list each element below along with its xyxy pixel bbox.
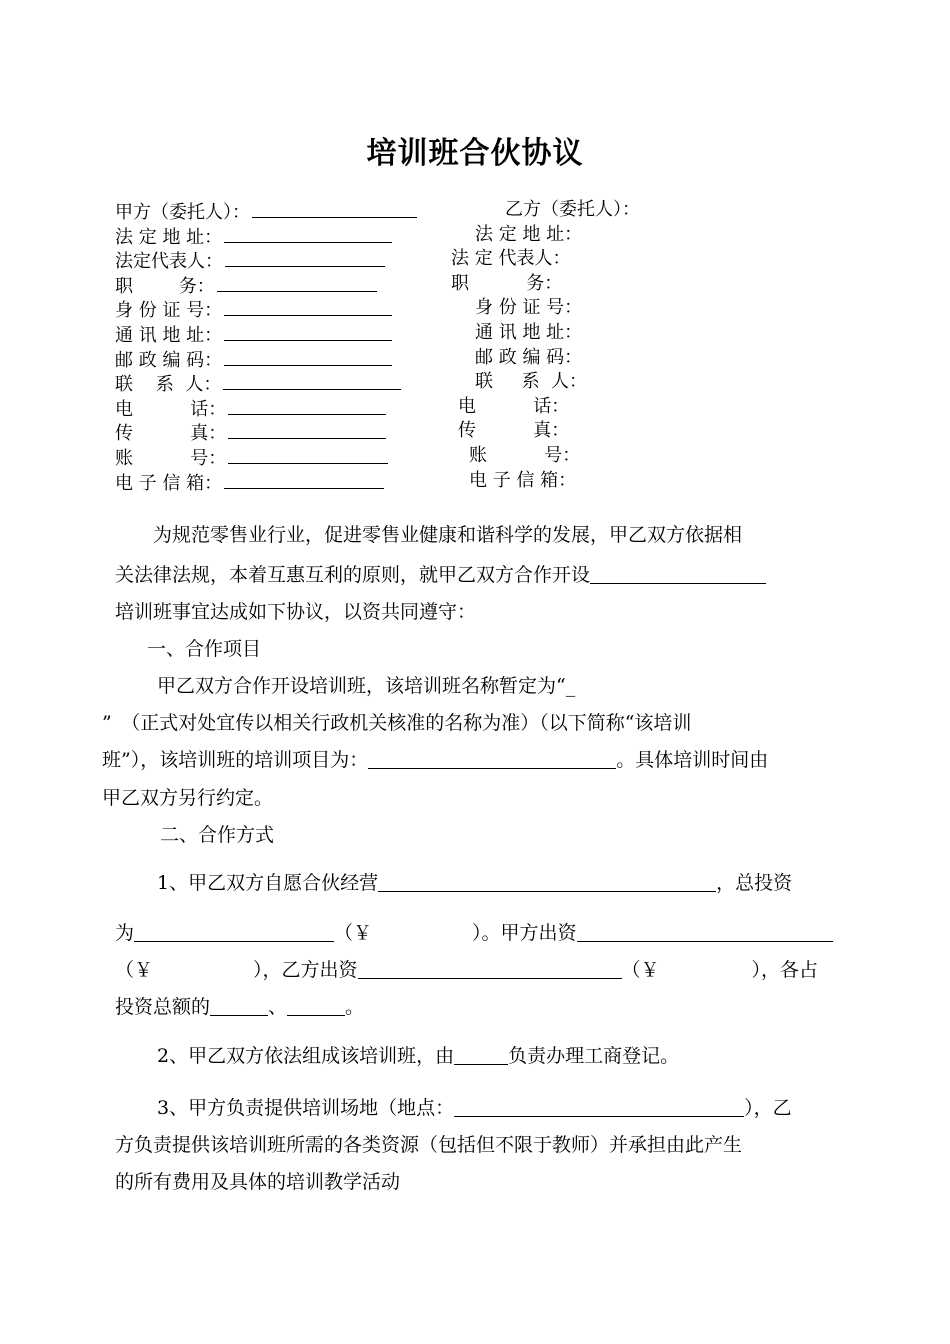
section-1-text-3a: 班”），该培训班的培训项目为： [102,749,369,771]
blank-registrant [454,1042,508,1065]
intro-text-2: 关法律法规，本着互惠互利的原则，就甲乙双方合作开设 [115,564,591,586]
party-a-email-label: 电 子 信 箱： [115,472,223,494]
party-b-phone-label: 电 话： [458,395,570,417]
section-1-text-3b: 。具体培训时间由 [616,749,769,771]
section-1-line-2 [102,708,837,735]
party-b-position [451,272,562,296]
item-1-text-a: 1、甲乙双方自愿合伙经营 [157,872,379,894]
party-info-grid [115,198,835,493]
party-a-id-number-label: 身 份 证 号： [115,300,223,322]
party-b-contact-label: 联 系 人： [475,371,588,393]
item-1-line-4 [115,992,837,1019]
blank-venue [454,1094,744,1117]
party-b-postal-code [475,346,582,370]
party-b-account [469,444,580,468]
intro-text-3: 培训班事宜达成如下协议，以资共同遵守： [115,601,477,623]
item-1-text-c: 为 [115,922,135,944]
party-a-account-label: 账 号： [115,447,227,469]
party-b-account-label: 账 号： [469,444,581,466]
item-1-text-i: ），各占 [751,959,819,981]
party-a-phone-label: 电 话： [115,398,227,420]
party-a-contact-label: 联 系 人： [115,374,222,396]
party-a-mail-address [115,321,392,348]
party-a-email-blank [224,469,384,489]
item-3-text-b: ），乙 [744,1097,792,1119]
section-1-text-1: 甲乙双方合作开设培训班，该培训班名称暂定为“_ [157,675,576,697]
blank-party-b-investment [358,956,622,979]
blank-party-a-investment [577,919,833,942]
item-1-text-k: 、 [268,996,288,1018]
party-a-fax-label: 传 真： [115,423,227,445]
party-row-phone [115,395,835,420]
intro-line-2 [115,560,837,587]
party-a-contact-blank [223,370,401,390]
party-a-principal-label: 甲方（委托人）： [115,202,250,223]
party-a-legal-address-blank [224,223,392,243]
section-2-heading: 二、合作方式 [160,824,275,846]
party-a-account-blank [228,444,388,464]
party-b-legal-address [475,223,582,247]
party-a-legal-address [115,223,392,250]
party-row-email [115,469,835,494]
item-1-line-2 [115,918,837,945]
party-a-postal-code [115,346,392,373]
section-1-line-3 [102,745,837,772]
party-a-phone-blank [228,395,386,415]
item-1-text-h: （￥ [621,959,660,981]
item-1-text-b: ，总投资 [716,872,793,894]
party-a-principal-blank [252,198,417,218]
party-a-postal-code-blank [224,346,392,366]
item-2-line-1 [157,1041,879,1068]
party-b-legal-rep [451,247,570,271]
section-1-text-2: ” （正式对处宜传以相关行政机关核准的名称为准）（以下简称“该培训 [102,712,692,734]
item-1-line-1 [157,868,837,895]
party-a-postal-code-label: 邮 政 编 码： [115,349,223,371]
item-1-text-d: （￥ [334,922,373,944]
item-1-text-f: （￥ [115,959,154,981]
document-title: 培训班合伙协议 [366,136,584,171]
party-a-fax [115,419,386,446]
party-b-principal [505,198,640,222]
item-3-line-1 [157,1093,837,1120]
party-row-account [115,444,835,469]
item-1-text-e: ）。甲方出资 [472,922,577,944]
party-row-postal-code [115,346,835,371]
party-row-legal-address [115,223,835,248]
party-a-mail-address-label: 通 讯 地 址： [115,324,223,346]
blank-party-a-share [210,993,268,1016]
party-b-position-label: 职 务： [451,272,563,294]
party-a-account [115,444,388,471]
party-a-email [115,469,384,496]
section-1-text-4: 甲乙双方另行约定。 [102,787,274,809]
item-1-text-l: 。 [345,996,365,1018]
party-b-principal-label: 乙方（委托人）： [505,199,640,220]
party-a-contact [115,370,401,397]
party-b-mail-address [475,321,582,345]
item-3-text-c: 方负责提供该培训班所需的各类资源（包括但不限于教师）并承担由此产生 [115,1134,743,1156]
party-a-legal-address-label: 法 定 地 址： [115,226,223,248]
party-a-position-label: 职 务： [115,275,215,297]
party-a-id-number-blank [224,296,392,316]
party-b-legal-address-label: 法 定 地 址： [475,223,583,245]
item-2-text-b: 负责办理工商登记。 [508,1045,680,1067]
party-b-fax-label: 传 真： [458,420,570,442]
party-row-position [115,272,835,297]
party-b-legal-rep-label: 法 定 代表人： [451,248,571,270]
section-1-line-4 [102,783,824,810]
section-1-line-1 [157,671,879,698]
party-b-contact [475,370,587,394]
party-a-principal [115,198,417,225]
party-a-legal-rep-blank [225,247,385,267]
party-a-phone [115,395,386,422]
party-row-fax [115,419,835,444]
party-b-email-label: 电 子 信 箱： [469,469,577,491]
party-b-fax [458,419,569,443]
party-row-legal-rep [115,247,835,272]
party-a-position [115,272,377,299]
item-3-line-3 [115,1167,837,1194]
party-row-mail-address [115,321,835,346]
party-a-mail-address-blank [224,321,392,341]
item-3-line-2 [115,1130,837,1157]
intro-line-1 [115,520,837,547]
party-a-fax-blank [228,419,386,439]
blank-total-investment [134,919,334,942]
item-3-text-d: 的所有费用及具体的培训教学活动 [115,1171,401,1193]
item-1-line-3 [115,955,837,982]
party-b-phone [458,395,569,419]
party-row-id-number [115,296,835,321]
party-row-principal [115,198,835,223]
blank-business [378,869,716,892]
party-a-legal-rep [115,247,385,274]
party-b-id-number-label: 身 份 证 号： [475,297,583,319]
section-1-heading: 一、合作项目 [147,638,262,660]
blank-party-b-share [287,993,345,1016]
party-a-position-blank [217,272,377,292]
party-a-id-number [115,296,392,323]
party-b-email [469,469,576,493]
item-1-text-g: ），乙方出资 [253,959,358,981]
party-row-contact [115,370,835,395]
party-a-legal-rep-label: 法定代表人： [115,251,223,273]
blank-project-name [590,561,766,584]
item-2-text-a: 2、甲乙双方依法组成该培训班，由 [157,1045,455,1067]
intro-text-1: 为规范零售业行业，促进零售业健康和谐科学的发展，甲乙双方依据相 [153,524,743,546]
intro-line-3 [115,597,837,624]
party-b-mail-address-label: 通 讯 地 址： [475,321,583,343]
party-b-id-number [475,296,582,320]
blank-training-items [368,746,616,769]
item-3-text-a: 3、甲方负责提供培训场地（地点： [157,1097,455,1119]
item-1-text-j: 投资总额的 [115,996,211,1018]
party-b-postal-code-label: 邮 政 编 码： [475,346,583,368]
